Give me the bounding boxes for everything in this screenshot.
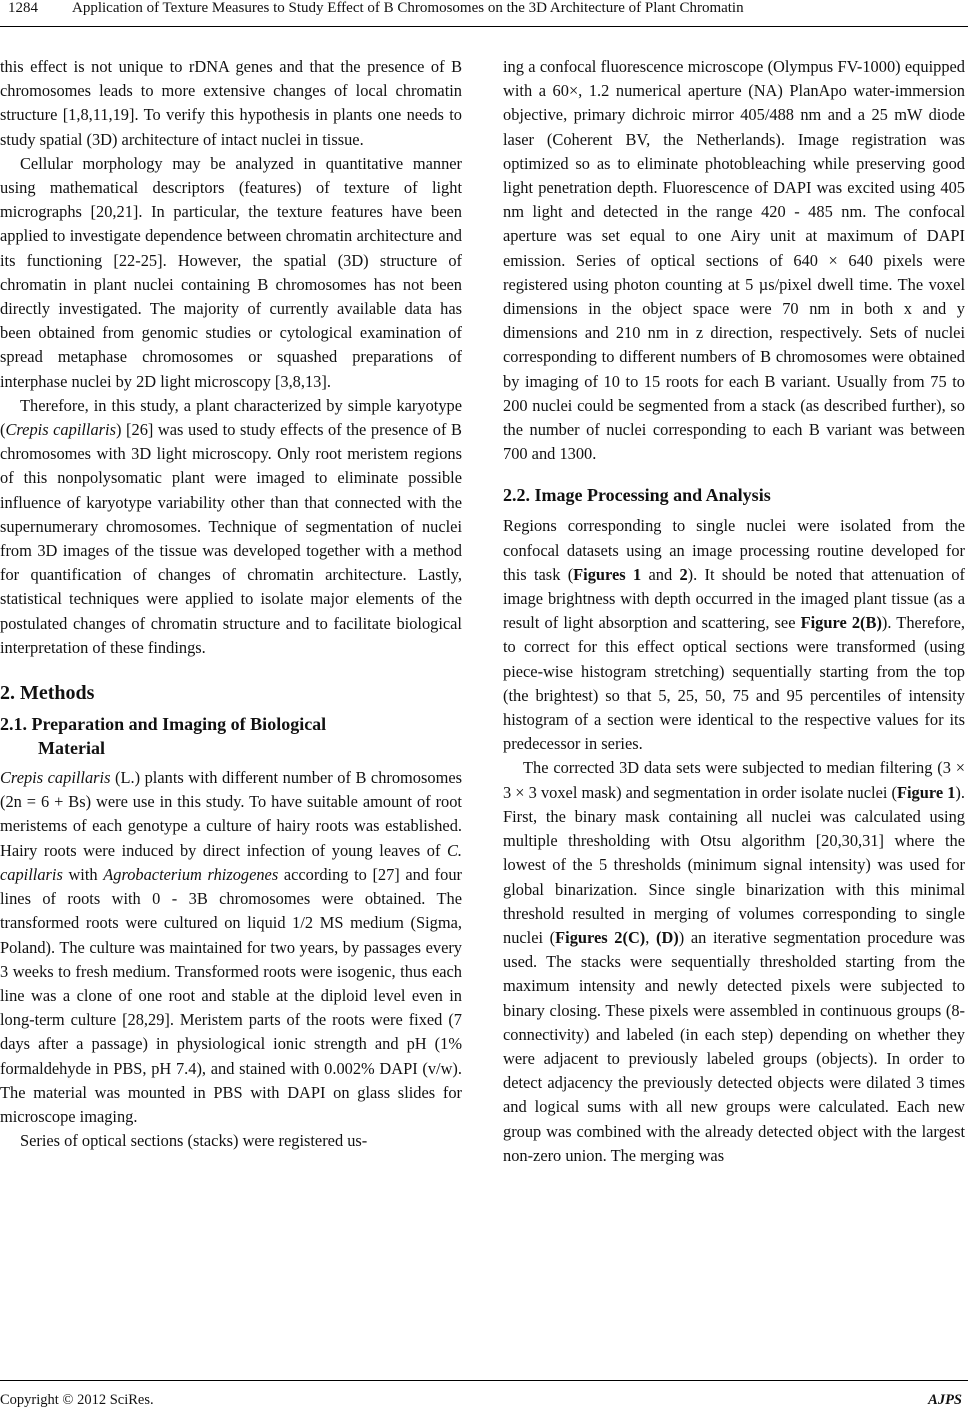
figure-reference: Figure 1 [896,782,956,802]
text-run: Regions corresponding to single nuclei were isolated from the confocal datasets using an image processing routine developed for this task ( [503,516,965,584]
heading-line: Material [38,738,105,759]
page-footer [0,1380,968,1410]
footer-rule [0,1380,968,1381]
paragraph [503,514,965,756]
text-run: Therefore, in this study, a plant characterized by simple karyotype ( [0,395,462,440]
figure-reference: (D) [656,927,679,947]
text-run: ) an iterative segmentation procedure was used. The stacks were sequentially thresholded starting from the maximum intensity and newly detected pixels were subjected to binary closing. These pixels were assembled in continuous groups (8-connectivity) and labeled (in each step) depending on whether they were adjacent to previously labeled groups (objects). In order to detect adjacency the previously detected objects were dilated 3 times and logical sums with all new groups were calculated. Each new group was combined with the already detected object with the largest non-zero union. The merging was [503,927,966,1165]
figure-reference: Figures 1 [573,564,642,584]
figure-reference: Figures 2(C) [555,927,646,947]
paragraph: Series of optical sections (stacks) were registered us- [20,1131,368,1151]
page-number: 1284 [8,0,38,16]
text-run: ). Therefore, to correct for this effect optical sections were transformed (using piece-wise histogram stretching) sequentially starting from the top (the brightest) so that 5, 25, 50, 75 and 95 percentiles of intensity histogram of a section were identical to the respective values for its predecessor in series. [503,613,966,754]
paragraph: ing a confocal fluorescence microscope (Olympus FV-1000) equipped with a 60×, 1.2 numerical aperture (NA) PlanApo water-immersion objective, primary dichroic mirror 405/488 nm and a 25 mW diode laser (Coherent BV, the Netherlands). Image registration was optimized so as to eliminate photobleaching while preserving good light penetration depth. Fluorescence of DAPI was excited using 405 nm light and detected in the range 420 - 485 nm. The confocal aperture was set equal to one Airy unit at maximum of DAPI emission. Series of optical sections of 640 × 640 pixels were registered using photon counting at 5 µs/pixel dwell time. The voxel dimensions in the object space were 70 nm in both x and y dimensions and 210 nm in z direction, respectively. Sets of nuclei corresponding to different numbers of B chromosomes were obtained by imaging of 10 to 15 roots for each B variant. Usually from 75 to 200 nuclei could be segmented from a stack (as described further), so the number of nuclei corresponding to each B variant was between 700 and 1300. [503,57,965,464]
text-run: according to [27] and four lines of roots with 0 - 3B chromosomes were obtained. The transformed roots were cultured on liquid 1/2 MS medium (Sigma, Poland). The culture was maintained for two years, by passages every 3 weeks to fresh medium. Transformed roots were isogenic, thus each line was a clone of one root and stable at the diploid level even in long-term culture [28,29]. Meristem parts of the roots were fixed (7 days after a passage) in physiological ionic strength and pH (1% formaldehyde in PBS, pH 7.4), and stained with 0.002% DAPI (v/w). The material was mounted in PBS with DAPI on glass slides for microscope imaging. [0,864,462,1126]
text-run: ). First, the binary mask containing all nuclei was calculated using multiple thresholding with Otsu algorithm [20,30,31] where the lowest of the 5 thresholds (minimum signal intensity) was used for global binarization. Since single binarization with this minimal threshold resulted in merging of volumes corresponding to single nuclei ( [503,782,965,947]
figure-reference: Figure 2(B) [800,613,882,633]
page-header [0,0,968,30]
species-name: C. capillaris [0,840,462,884]
header-rule [0,26,968,27]
species-name: Agrobacterium rhizogenes [103,864,279,884]
section-heading: 2. Methods [0,682,95,705]
text-run: (L.) plants with different number of B chromosomes (2n = 6 + Bs) were use in this study. To have suitable amount of root meristems of each genotype a culture of hairy roots was established. Hairy roots were induced by direct infection of young leaves of [0,768,462,860]
figure-reference: 2 [679,564,688,584]
paragraph [503,756,965,1167]
running-title: Application of Texture Measures to Study Effect of B Chromosomes on the 3D Architecture of Plant Chromatin [72,0,744,16]
subsection-heading: 2.2. Image Processing and Analysis [503,485,771,506]
paragraph [0,394,462,660]
text-run: The corrected 3D data sets were subjected to median filtering (3 × 3 × 3 voxel mask) and segmentation in order isolate nuclei ( [503,758,965,802]
text-run: and [641,564,680,584]
heading-line: 2.1. Preparation and Imaging of Biological [0,714,327,735]
text-run: , [645,927,657,947]
copyright-notice: Copyright © 2012 SciRes. [0,1392,154,1408]
text-run: with [62,864,104,884]
left-column [0,55,462,1153]
species-name: Crepis capillaris [0,768,111,788]
right-column [503,55,965,1168]
paragraph: this effect is not unique to rDNA genes and that the presence of B chromosomes leads to more extensive changes of local chromatin structure [1,8,11,19]. To verify this hypothesis in plants one needs to study spatial (3D) architecture of intact nuclei in tissue. [0,57,462,149]
text-run: ). It should be noted that attenuation of image brightness with depth occurred in the imaged plant tissue (as a result of light absorption and scattering, see [503,564,965,633]
journal-abbreviation: AJPS [928,1392,962,1408]
paragraph [0,766,462,1129]
species-name: Crepis capillaris [5,420,116,440]
text-run: ) [26] was used to study effects of the presence of B chromosomes with 3D light microscopy. Only root meristem regions of this nonpolysomatic plant were imaged to eliminate possible influence of karyotype variability other than that connected with the supernumerary chromosomes. Technique of segmentation of nuclei from 3D images of the tissue was developed together with a method for quantification of changes of chromatin architecture. Lastly, statistical techniques were applied to isolate major elements of the postulated changes of chromatin structure and to facilitate biological interpretation of these findings. [0,420,462,657]
paragraph: Cellular morphology may be analyzed in quantitative manner using mathematical descriptors (features) of texture of light micrographs [20,21]. In particular, the texture features have been applied to investigate dependence between chromatin architecture and its functioning [22-25]. However, the spatial (3D) structure of chromatin in plant nuclei containing B chromosomes has not been directly investigated. The majority of currently available data has been obtained from genomic studies or cytological examination of spread metaphase chromosomes or squashed preparations of interphase nuclei by 2D light microscopy [3,8,13]. [0,153,462,391]
subsection-heading [0,712,462,760]
